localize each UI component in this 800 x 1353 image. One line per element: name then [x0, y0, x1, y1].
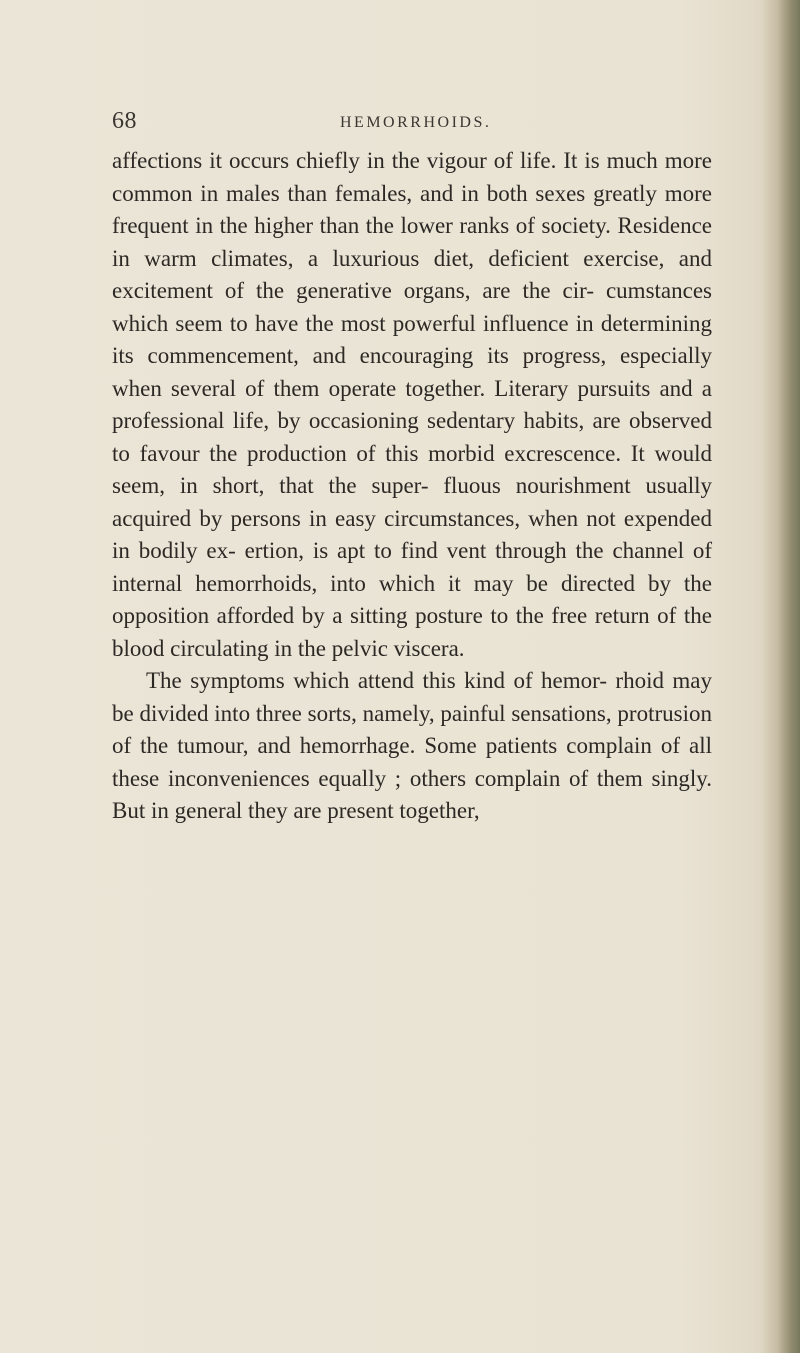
body-text — [112, 145, 712, 828]
paragraph-2: The symptoms which attend this kind of hemor- rhoid may be divided into three sorts, namely, painful sensations, protrusion of the tumour, and hemorrhage. Some patients complain of all these inconveniences equally ; others complain of them singly. But in general they are present together, — [112, 668, 712, 823]
page-edge-shadow — [762, 0, 800, 1353]
paragraph-1: affections it occurs chiefly in the vigour of life. It is much more common in males than females, and in both sexes greatly more frequent in the higher than the lower ranks of society. Residence in warm climates, a luxurious diet, deficient exercise, and excitement of the generative organs, are the cir- cumstances which seem to have the most powerful influence in determining its commencement, and encouraging its progress, especially when several of them operate together. Literary pursuits and a professional life, by occasioning sedentary habits, are observed to favour the production of this morbid excrescence. It would seem, in short, that the super- fluous nourishment usually acquired by persons in easy circumstances, when not expended in bodily ex- ertion, is apt to find vent through the channel of internal hemorrhoids, into which it may be directed by the opposition afforded by a sitting posture to the free return of the blood circulating in the pelvic viscera. — [112, 148, 712, 661]
running-head — [112, 108, 712, 138]
running-title: HEMORRHOIDS. — [340, 114, 492, 131]
page-number: 68 — [112, 108, 137, 134]
